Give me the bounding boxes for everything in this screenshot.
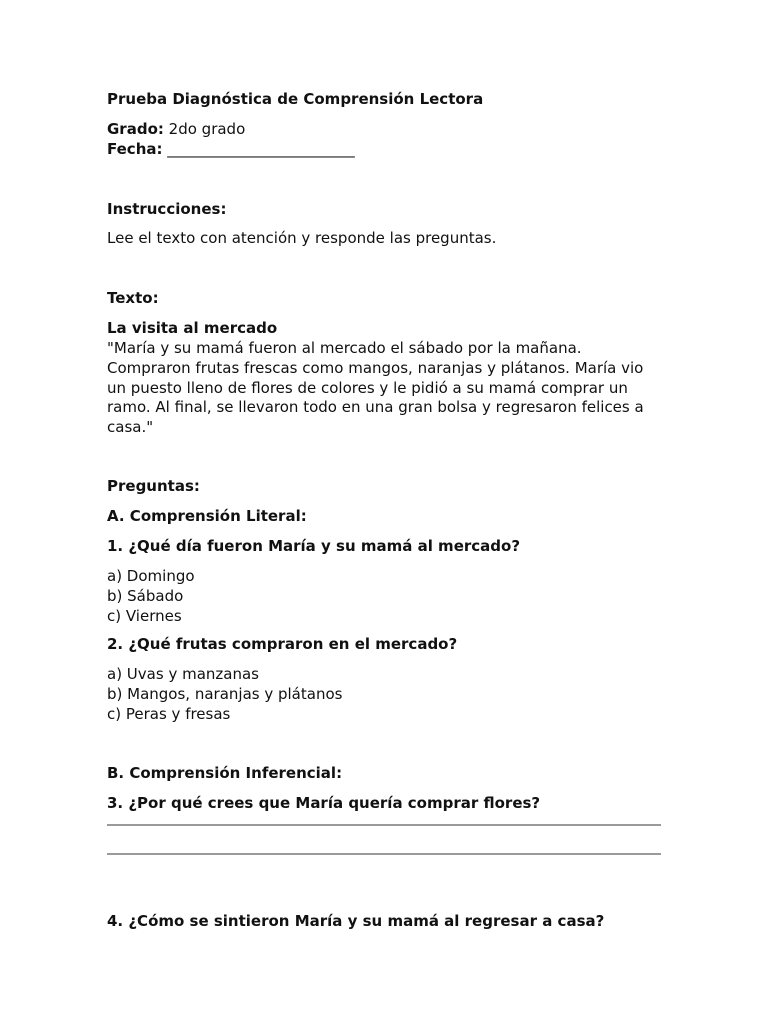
question-1: 1. ¿Qué día fueron María y su mamá al mercado?: [107, 537, 521, 555]
option-b: b) Sábado: [107, 586, 184, 605]
answer-line: [107, 853, 661, 855]
option-a: a) Domingo: [107, 567, 195, 585]
passage-line: ramo. Al final, se llevaron todo en una gran bolsa y regresaron felices a: [107, 398, 644, 417]
option-b: b) Mangos, naranjas y plátanos: [107, 684, 343, 703]
instrucciones-heading: Instrucciones:: [107, 200, 227, 218]
fecha-blank: _________________________: [167, 140, 355, 158]
option-c: c) Viernes: [107, 606, 182, 625]
document-title: Prueba Diagnóstica de Comprensión Lectora: [107, 90, 484, 108]
question-4: 4. ¿Cómo se sintieron María y su mamá al regresar a casa?: [107, 912, 605, 930]
texto-heading: Texto:: [107, 289, 159, 307]
grado-label: Grado:: [107, 120, 164, 138]
passage-line: "María y su mamá fueron al mercado el sábado por la mañana.: [107, 339, 582, 357]
question-2: 2. ¿Qué frutas compraron en el mercado?: [107, 635, 458, 653]
option-c: c) Peras y fresas: [107, 704, 231, 723]
question-2-options: [107, 665, 667, 724]
section-b-heading: B. Comprensión Inferencial:: [107, 764, 343, 782]
preguntas-heading: Preguntas:: [107, 477, 200, 495]
fecha-label: Fecha:: [107, 140, 163, 158]
reading-passage: [107, 339, 707, 438]
question-1-options: [107, 567, 667, 626]
option-a: a) Uvas y manzanas: [107, 665, 259, 683]
grado-line: [107, 120, 667, 140]
reading-title: La visita al mercado: [107, 319, 278, 337]
passage-line: un puesto lleno de flores de colores y le pidió a su mamá comprar un: [107, 378, 628, 397]
passage-line: casa.": [107, 418, 154, 437]
section-a-heading: A. Comprensión Literal:: [107, 507, 307, 525]
grado-value: 2do grado: [168, 120, 246, 138]
fecha-line: [107, 140, 667, 160]
instrucciones-text: Lee el texto con atención y responde las preguntas.: [107, 229, 497, 247]
answer-line: [107, 824, 661, 826]
passage-line: Compraron frutas frescas como mangos, naranjas y plátanos. María vio: [107, 358, 644, 377]
question-3: 3. ¿Por qué crees que María quería comprar flores?: [107, 794, 541, 812]
